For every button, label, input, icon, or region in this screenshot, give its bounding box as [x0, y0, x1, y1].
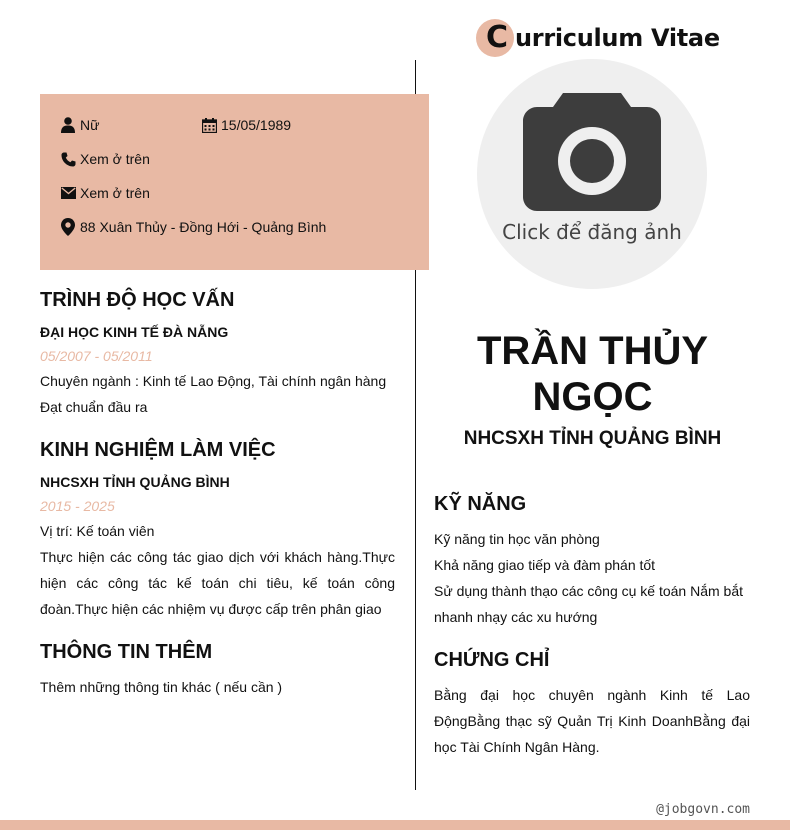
title-initial-badge [476, 19, 514, 57]
photo-upload-label: Click để đăng ảnh [502, 220, 682, 244]
envelope-icon [60, 185, 76, 201]
name-line-1: TRẦN THỦY [476, 329, 709, 373]
email-value: Xem ở trên [80, 185, 150, 201]
photo-upload[interactable] [477, 59, 707, 289]
address-field[interactable] [60, 219, 326, 235]
phone-value: Xem ở trên [80, 151, 150, 167]
skill-item: Kỹ năng tin học văn phòng [434, 531, 600, 547]
cv-title [476, 16, 720, 60]
footer-bar [0, 820, 790, 830]
education-line: Đạt chuẩn đầu ra [40, 399, 148, 415]
camera-icon [523, 93, 661, 213]
candidate-name [430, 328, 755, 420]
map-pin-icon [60, 219, 76, 235]
gender-value: Nữ [80, 117, 100, 133]
experience-position: Vị trí: Kế toán viên [40, 523, 155, 539]
education-line: Chuyên ngành : Kinh tế Lao Động, Tài chính ngân hàng [40, 373, 387, 389]
skill-item: Khả năng giao tiếp và đàm phán tốt [434, 557, 656, 573]
education-period: 05/2007 - 05/2011 [40, 348, 153, 364]
title-text: urriculum Vitae [515, 24, 720, 52]
experience-description: Thực hiện các công tác giao dịch với khách hàng.Thực hiện các công tác kế toán chi tiêu, kế toán công đoàn.Thực hiện các nhiệm vụ được cấp trên phân giao [40, 549, 395, 617]
birthdate-value: 15/05/1989 [221, 117, 292, 133]
phone-field[interactable] [60, 151, 150, 167]
experience-company: NHCSXH TỈNH QUẢNG BÌNH [40, 474, 230, 490]
gender-field[interactable] [60, 117, 99, 133]
skills-heading: KỸ NĂNG [434, 493, 527, 515]
certificates-heading: CHỨNG CHỈ [434, 649, 550, 671]
education-school: ĐẠI HỌC KINH TẾ ĐÀ NẴNG [40, 324, 229, 340]
email-field[interactable] [60, 185, 150, 201]
calendar-icon [201, 117, 217, 133]
name-line-2: NGỌC [532, 375, 653, 419]
candidate-organization: NHCSXH TỈNH QUẢNG BÌNH [463, 428, 722, 449]
birthdate-field[interactable] [201, 117, 291, 133]
skill-item: Sử dụng thành thạo các công cụ kế toán Nắm bắt nhanh nhạy các xu hướng [434, 583, 744, 625]
education-heading: TRÌNH ĐỘ HỌC VẤN [40, 289, 235, 311]
title-initial: C [485, 20, 509, 55]
experience-heading: KINH NGHIỆM LÀM VIỆC [40, 439, 276, 461]
experience-period: 2015 - 2025 [40, 498, 115, 514]
footer-credit: @jobgovn.com [656, 802, 750, 817]
more-info-text: Thêm những thông tin khác ( nếu cần ) [40, 679, 283, 695]
address-value: 88 Xuân Thủy - Đồng Hới - Quảng Bình [80, 219, 327, 235]
more-info-heading: THÔNG TIN THÊM [40, 641, 213, 663]
certificates-text: Bằng đại học chuyên ngành Kinh tế Lao ĐộngBằng thạc sỹ Quản Trị Kinh DoanhBằng đại học Tài Chính Ngân Hàng. [434, 687, 750, 755]
person-icon [60, 117, 76, 133]
contact-info-box [40, 94, 429, 270]
phone-icon [60, 151, 76, 167]
